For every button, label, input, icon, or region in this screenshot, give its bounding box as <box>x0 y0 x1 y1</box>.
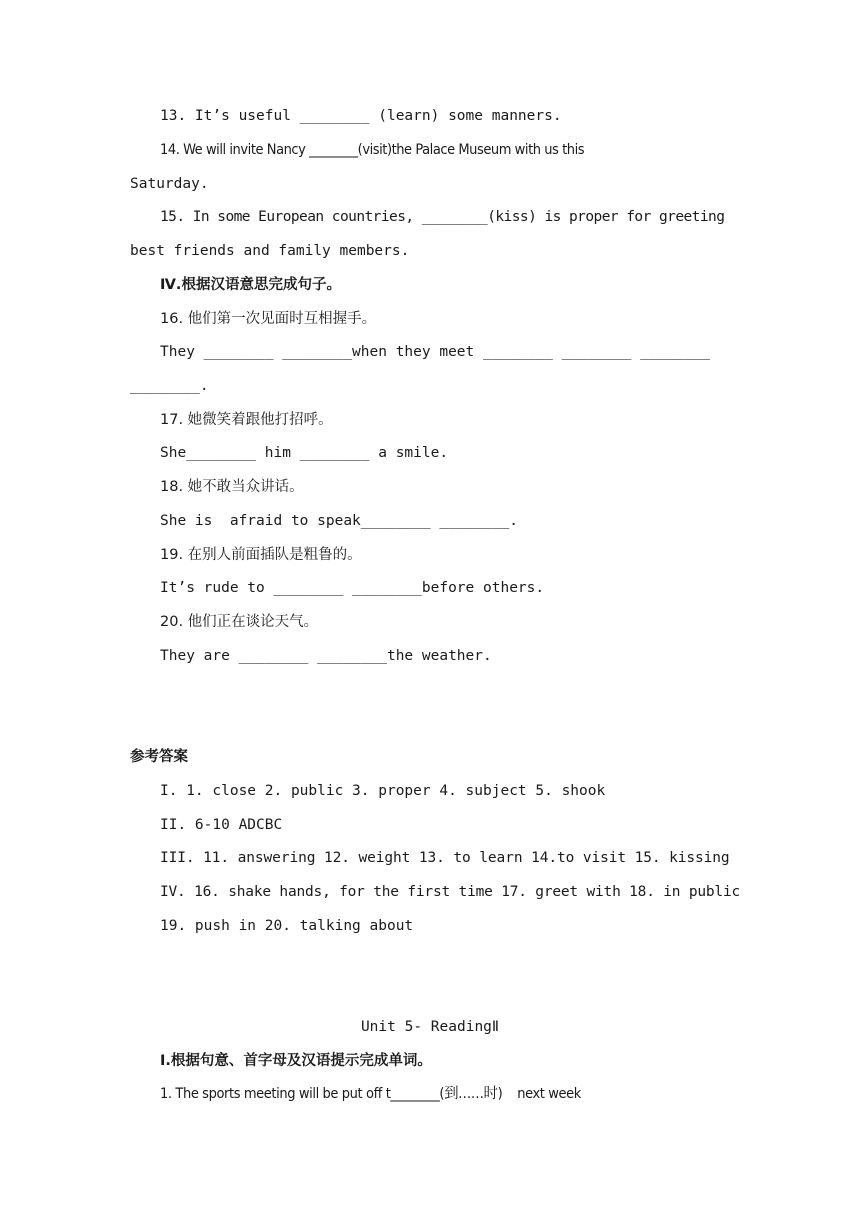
question-14-line-1: 14. We will invite Nancy ________(visit)the Palace Museum with us this <box>160 142 585 158</box>
unit-title: Unit 5- ReadingⅡ <box>360 1019 500 1035</box>
answer-line-5: 19. push in 20. talking about <box>160 918 414 934</box>
question-13: 13. It’s useful ________ (learn) some manners. <box>160 108 562 124</box>
q16-english-cont: ________. <box>130 378 209 394</box>
answer-line-4: IV. 16. shake hands, for the first time 17. greet with 18. in public <box>160 884 741 900</box>
answer-line-2: II. 6-10 ADCBC <box>160 817 283 833</box>
section-4-heading: Ⅳ.根据汉语意思完成句子。 <box>160 277 341 293</box>
q16-english: They ________ ________when they meet ________ ________ ________ <box>160 344 710 360</box>
question-14-line-2: Saturday. <box>130 176 209 192</box>
q17-english: She________ him ________ a smile. <box>160 445 449 461</box>
answer-line-1: I. 1. close 2. public 3. proper 4. subject 5. shook <box>160 783 606 799</box>
q16-chinese: 16. 他们第一次见面时互相握手。 <box>160 311 377 327</box>
question-15-line-1: 15. In some European countries, ________(kiss) is proper for greeting <box>160 209 725 225</box>
q18-chinese: 18. 她不敢当众讲话。 <box>160 479 304 495</box>
answer-key-heading: 参考答案 <box>130 749 188 765</box>
answer-line-3: III. 11. answering 12. weight 13. to learn 14.to visit 15. kissing <box>160 850 730 866</box>
q19-chinese: 19. 在别人前面插队是粗鲁的。 <box>160 547 362 563</box>
q18-english: She is afraid to speak________ ________. <box>160 513 518 529</box>
q19-english: It’s rude to ________ ________before others. <box>160 580 545 596</box>
q17-chinese: 17. 她微笑着跟他打招呼。 <box>160 412 333 428</box>
q20-chinese: 20. 他们正在谈论天气。 <box>160 614 319 630</box>
unit-section-1-heading: Ⅰ.根据句意、首字母及汉语提示完成单词。 <box>160 1053 432 1069</box>
question-15-line-2: best friends and family members. <box>130 243 410 259</box>
q20-english: They are ________ ________the weather. <box>160 648 492 664</box>
unit-question-1: 1. The sports meeting will be put off t________(到……时) next week <box>160 1086 581 1102</box>
